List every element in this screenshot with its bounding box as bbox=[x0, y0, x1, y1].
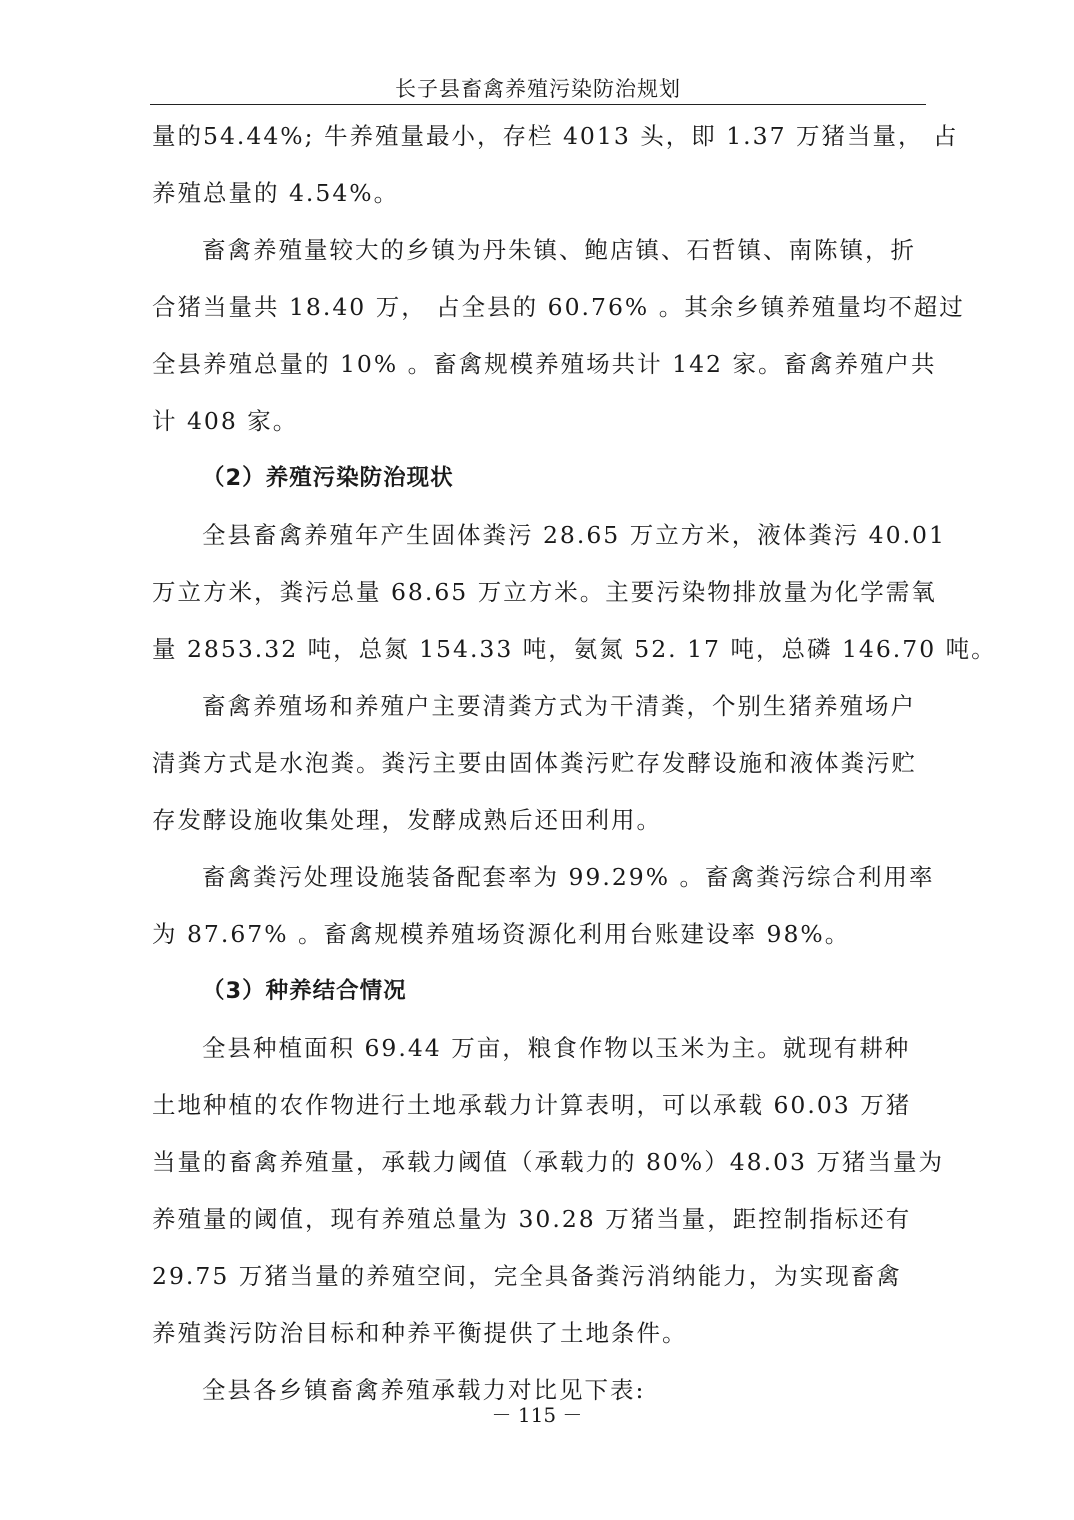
document-body bbox=[152, 108, 997, 1419]
page-number: － 115 － bbox=[491, 1403, 583, 1427]
text-line: 当量的畜禽养殖量，承载力阈值（承载力的 80%）48.03 万猪当量为 bbox=[152, 1148, 944, 1176]
text-line: 养殖粪污防治目标和种养平衡提供了土地条件。 bbox=[152, 1319, 688, 1347]
section-heading: （3）种养结合情况 bbox=[202, 978, 407, 1004]
paragraph-start-line: 畜禽粪污处理设施装备配套率为 99.29% 。畜禽粪污综合利用率 bbox=[202, 863, 935, 891]
text-line: 存发酵设施收集处理，发酵成熟后还田利用。 bbox=[152, 806, 662, 834]
paragraph-start-line: 畜禽养殖场和养殖户主要清粪方式为干清粪，个别生猪养殖场户 bbox=[202, 692, 916, 720]
paragraph-start-line: 全县种植面积 69.44 万亩，粮食作物以玉米为主。就现有耕种 bbox=[202, 1034, 911, 1062]
text-line: 29.75 万猪当量的养殖空间，完全具备粪污消纳能力，为实现畜禽 bbox=[152, 1262, 902, 1290]
running-header: 长子县畜禽养殖污染防治规划 bbox=[395, 77, 681, 101]
text-line: 量的54.44%; 牛养殖量最小，存栏 4013 头，即 1.37 万猪当量， 占 bbox=[152, 122, 959, 150]
text-line: 合猪当量共 18.40 万， 占全县的 60.76% 。其余乡镇养殖量均不超过 bbox=[152, 293, 965, 321]
header-rule bbox=[150, 104, 926, 105]
text-line: 全县养殖总量的 10% 。畜禽规模养殖场共计 142 家。畜禽养殖户共 bbox=[152, 350, 937, 378]
text-line: 万立方米，粪污总量 68.65 万立方米。主要污染物排放量为化学需氧 bbox=[152, 578, 937, 606]
paragraph-start-line: 全县畜禽养殖年产生固体粪污 28.65 万立方米，液体粪污 40.01 bbox=[202, 521, 946, 549]
text-line: 清粪方式是水泡粪。粪污主要由固体粪污贮存发酵设施和液体粪污贮 bbox=[152, 749, 917, 777]
text-line: 量 2853.32 吨，总氮 154.33 吨，氨氮 52. 17 吨，总磷 146.70 吨。 bbox=[152, 635, 997, 663]
paragraph-start-line: 全县各乡镇畜禽养殖承载力对比见下表: bbox=[202, 1376, 646, 1404]
text-line: 养殖总量的 4.54%。 bbox=[152, 179, 400, 207]
text-line: 土地种植的农作物进行土地承载力计算表明，可以承载 60.03 万猪 bbox=[152, 1091, 912, 1119]
text-line: 养殖量的阈值，现有养殖总量为 30.28 万猪当量，距控制指标还有 bbox=[152, 1205, 912, 1233]
text-line: 为 87.67% 。畜禽规模养殖场资源化利用台账建设率 98%。 bbox=[152, 920, 851, 948]
paragraph-start-line: 畜禽养殖量较大的乡镇为丹朱镇、鲍店镇、石哲镇、南陈镇，折 bbox=[202, 236, 916, 264]
text-line: 计 408 家。 bbox=[152, 407, 299, 435]
section-heading: （2）养殖污染防治现状 bbox=[202, 465, 454, 491]
